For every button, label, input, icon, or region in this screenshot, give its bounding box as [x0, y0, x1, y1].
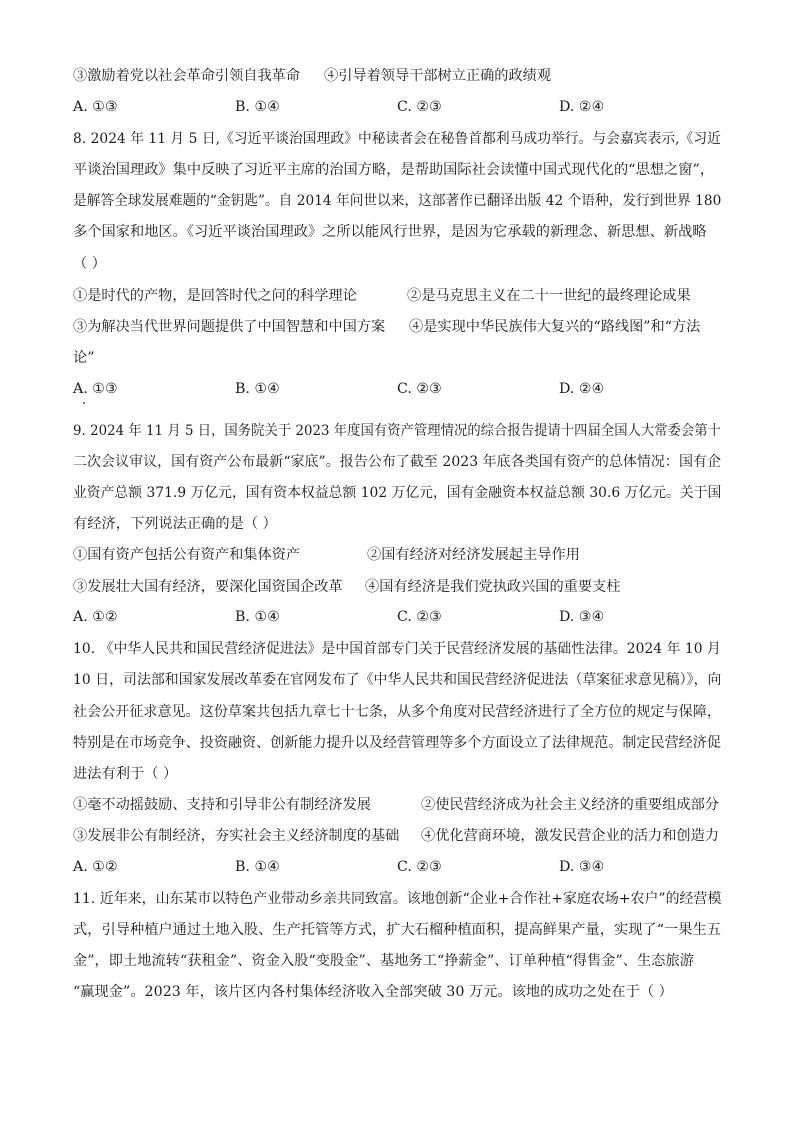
option-c: C. ②③	[397, 859, 442, 875]
answer-options	[73, 98, 721, 116]
question-9-text: 二次会议审议，国有资产公布最新“家底”。报告公布了截至 2023 年底各类国有资产的总体情况：国有企	[73, 454, 722, 470]
option-b: B. ①④	[235, 381, 280, 397]
option-d: D. ②④	[559, 99, 605, 115]
question-10-text: 10. 《中华人民共和国民营经济促进法》是中国首部专门关于民营经济发展的基础性法律。2024 年 10 月	[73, 641, 721, 657]
stray-mark	[83, 402, 85, 404]
option-d: D. ③④	[559, 859, 605, 875]
statement-4: ④引导着领导干部树立正确的政绩观	[324, 68, 552, 84]
option-b: B. ①④	[235, 609, 280, 625]
option-c: C. ②③	[397, 99, 442, 115]
statement-1: ①国有资产包括公有资产和集体资产	[73, 547, 301, 563]
statement-4-continued: 论”	[73, 350, 95, 366]
answer-options	[73, 380, 721, 398]
option-d: D. ③④	[559, 609, 605, 625]
option-a: A. ①②	[73, 859, 118, 875]
answer-options	[73, 608, 721, 626]
question-9-text: 业资产总额 371.9 万亿元，国有资本权益总额 102 万亿元，国有金融资本权益总额 30.6 万亿元。关于国	[73, 485, 722, 501]
option-d: D. ②④	[559, 381, 605, 397]
question-10-text: 进法有利于（ ）	[73, 766, 178, 782]
question-11-text: 式，引导种植户通过土地入股、生产托管等方式，扩大石榴种植面积，提高鲜果产量，实现了“一果生五	[73, 922, 721, 938]
statement-4: ④优化营商环境，激发民营企业的活力和创造力	[421, 828, 719, 844]
question-8-text: 8. 2024 年 11 月 5 日,《习近平谈治国理政》中秘读者会在秘鲁首都利马成功举行。与会嘉宾表示,《习近	[73, 131, 721, 147]
statement-3: ③发展壮大国有经济，要深化国资国企改革	[73, 579, 343, 595]
statement-1: ①毫不动摇鼓励、支持和引导非公有制经济发展	[73, 797, 371, 813]
option-a: A. ①③	[73, 381, 118, 397]
question-8-text: 是解答全球发展难题的“金钥匙”。自 2014 年问世以来，这部著作已翻译出版 42 个语种，发行到世界 180	[73, 193, 722, 209]
question-11-text: 11. 近年来，山东某市以特色产业带动乡亲共同致富。该地创新“企业+合作社+家庭农场+农户”的经营模	[73, 891, 722, 907]
option-a: A. ①②	[73, 609, 118, 625]
statement-row	[73, 578, 721, 596]
statement-row	[73, 796, 721, 814]
question-8-text: 平谈治国理政》集中反映了习近平主席的治国方略，是帮助国际社会读懂中国式现代化的“思想之窗”，	[73, 162, 715, 178]
statement-row	[73, 67, 721, 85]
statement-3: ③为解决当代世界问题提供了中国智慧和中国方案	[73, 319, 386, 335]
option-c: C. ②③	[397, 381, 442, 397]
statement-2: ②是马克思主义在二十一世纪的最终理论成果	[407, 288, 691, 304]
statement-row	[73, 546, 721, 564]
question-11-text: “赢现金”。2023 年，该片区内各村集体经济收入全部突破 30 万元。该地的成功之处在于（ ）	[73, 984, 673, 1000]
option-c: C. ②③	[397, 609, 442, 625]
statement-2: ②国有经济对经济发展起主导作用	[367, 547, 580, 563]
statement-row	[73, 287, 721, 305]
question-10-text: 特别是在市场竞争、投资融资、创新能力提升以及经营管理等多个方面设立了法律规范。制定民营经济促	[73, 735, 721, 751]
statement-2: ②使民营经济成为社会主义经济的重要组成部分	[421, 797, 719, 813]
statement-row	[73, 827, 721, 845]
statement-4: ④是实现中华民族伟大复兴的“路线图”和“方法	[409, 319, 701, 335]
statement-1: ①是时代的产物，是回答时代之问的科学理论	[73, 288, 357, 304]
statement-4: ④国有经济是我们党执政兴国的重要支柱	[365, 579, 621, 595]
question-11-text: 金”，即土地流转“获租金”、资金入股“变股金”、基地务工“挣薪金”、订单种植“得售金”、生态旅游	[73, 953, 694, 969]
answer-blank: （ ）	[73, 256, 107, 272]
question-8-text: 多个国家和地区。《习近平谈治国理政》之所以能风行世界，是因为它承载的新理念、新思想、新战略	[73, 224, 707, 240]
question-9-text: 9. 2024 年 11 月 5 日，国务院关于 2023 年度国有资产管理情况的综合报告提请十四届全国人大常委会第十	[73, 423, 722, 439]
answer-options	[73, 858, 721, 876]
option-b: B. ①④	[235, 859, 280, 875]
option-b: B. ①④	[235, 99, 280, 115]
question-9-text: 有经济，下列说法正确的是（ ）	[73, 516, 277, 532]
statement-row	[73, 318, 721, 336]
option-a: A. ①③	[73, 99, 118, 115]
question-10-text: 10 日，司法部和国家发展改革委在官网发布了《中华人民共和国民营经济促进法（草案征求意见稿）》，向	[73, 672, 722, 688]
statement-3: ③激励着党以社会革命引领自我革命	[73, 68, 301, 84]
statement-3: ③发展非公有制经济，夯实社会主义经济制度的基础	[73, 828, 400, 844]
question-10-text: 社会公开征求意见。这份草案共包括九章七十七条，从多个角度对民营经济进行了全方位的规定与保障，	[73, 704, 721, 720]
